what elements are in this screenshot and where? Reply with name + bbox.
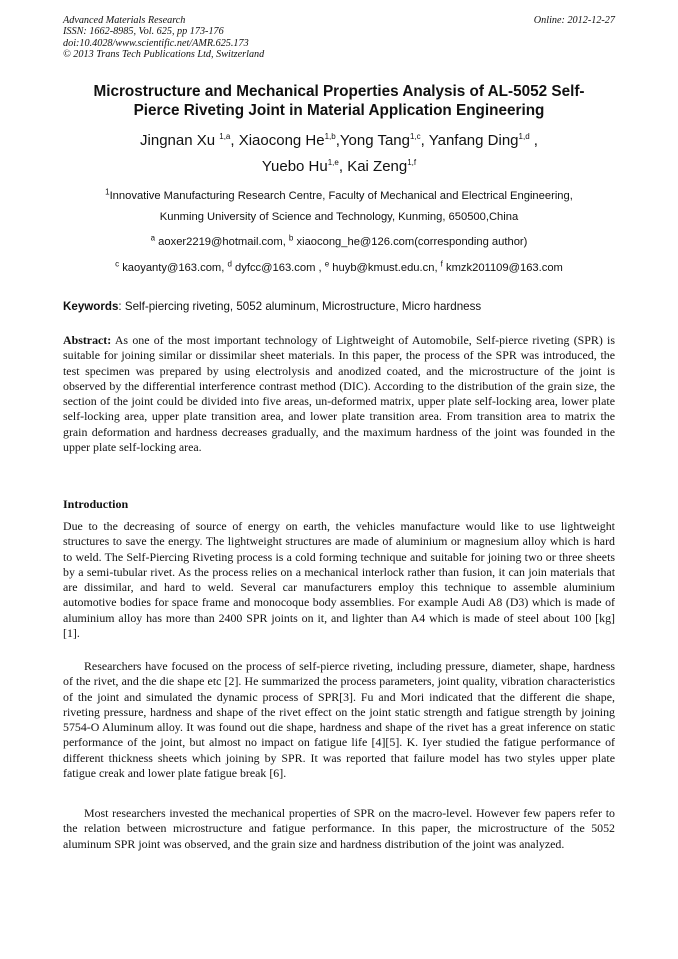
author-name: ,Yong Tang [335,132,410,149]
doi-line[interactable]: doi:10.4028/www.scientific.net/AMR.625.173 [63,37,249,49]
email-line-1 [63,235,615,249]
author-name: , Kai Zeng [338,158,408,175]
email-link[interactable]: kmzk201109@163.com [442,262,563,274]
email-sup: a [150,233,156,243]
keywords-text: : Self-piercing riveting, 5052 aluminum, Microstructure, Micro hardness [118,300,482,313]
author-list [63,128,615,180]
email-sup: d [227,259,232,269]
affiliation-line-2: Kunming University of Science and Technology, Kunming, 650500,China [159,211,519,223]
email-sup: c [115,259,120,269]
affiliation [63,186,615,228]
author-line-2 [63,154,615,180]
keywords [63,300,615,314]
author-name: Jingnan Xu [140,132,220,149]
author-sup: 1,d [518,132,530,141]
paper-title [63,82,615,120]
email-link[interactable]: xiaocong_he@126.com(corresponding author) [293,236,528,248]
journal-name: Advanced Materials Research [63,15,186,26]
affiliation-line-1 [63,186,615,207]
email-link[interactable]: huyb@kmust.edu.cn, [329,262,441,274]
author-name: Yuebo Hu [261,158,328,175]
author-separator: , [529,132,538,149]
abstract-text: As one of the most important technology of Lightweight of Automobile, Self-pierce riveting (SPR) is suitable for joining similar or dissimilar sheet materials. In this paper, the process of the SPR was introduced, the test specimen was prepared by using electrolysis and anodized coated, and the microstructure of the joint is observed by the differential interference contrast method (DIC). According to the distribution of the grain size, the section of the joint could be divided into five areas, un-deformed matrix, upper plate self-locking area, lower plate self-locking area, upper plate transition area, and lower plate transition area. From transition area to matrix the grain deformation and hardness decreases gradually, and the maximum hardness of the joint was founded in the upper plate self-locking area. [63,333,615,455]
author-line-1 [63,128,615,154]
journal-header [63,15,615,61]
author-name: , Yanfang Ding [420,132,519,149]
author-name: , Xiaocong He [230,132,325,149]
affiliation-text: Innovative Manufacturing Research Centre, Faculty of Mechanical and Electrical Engineering, [109,190,573,202]
introduction-paragraph-1: Due to the decreasing of source of energy on earth, the vehicles manufacture would like to use lightweight structures to save the energy. The lightweight structures are made of aluminium or magnesium alloy which is hard to weld. The Self-Piercing Riveting process is a cold forming technique and suitable for joining two or three sheets by a semi-tubular rivet. As the process relies on a mechanical interlock rather than fusion, it can join materials that are dissimilar, and hard to weld. Several car manufacturers employ this technique to assemble aluminium automotive bodies for space frame and monocoque body assemblies. For example Audi A8 (D3) which is made of aluminium alloy has more than 2400 SPR joints on it, and lighter than A4 which is made of steel about 100 [kg] [1]. [63,519,615,641]
author-sup: 1,f [407,158,417,167]
email-sup: b [288,233,294,243]
introduction-paragraph-2: Researchers have focused on the process of self-pierce riveting, including pressure, diameter, shape, hardness of the rivet, and the die shape etc [2]. He summarized the process parameters, joint quality, vibration characteristics of the joint and simulated the dynamic process of SPR[3]. Fu and Mori indicated that the different die shape, riveting pressure, hardness and shape of the rivet effect on the joint static strength and fatigue strength by joining 5754-O Aluminum alloy. It was found out die shape, hardness and shape of the rivet has a great inference on static performance of the joint, but almost no impact on fatigue life [4][5]. K. Iyer studied the fatigue performance of different thickness sheets which joining by SPR. It was reported that failure model has two styles upper plate fatigue creak and lower plate fatigue break [6]. [63,659,615,781]
author-sup: 1,b [324,132,336,141]
email-line-2 [63,261,615,275]
introduction-paragraph-3: Most researchers invested the mechanical properties of SPR on the macro-level. However few papers refer to the relation between microstructure and fatigue performance. In this paper, the microstructure of the 5052 aluminum SPR joint was observed, and the grain size and hardness distribution of the joint was analyzed. [63,806,615,851]
author-sup: 1,c [409,132,421,141]
abstract-label: Abstract: [63,333,112,347]
copyright-line: © 2013 Trans Tech Publications Ltd, Switzerland [63,49,265,61]
email-sup: e [324,259,330,269]
issn-line: ISSN: 1662-8985, Vol. 625, pp 173-176 [63,26,224,38]
keywords-label: Keywords [63,300,119,313]
abstract [63,333,615,455]
introduction-heading: Introduction [63,497,129,511]
email-link[interactable]: aoxer2219@hotmail.com, [155,236,289,248]
email-sup: f [440,259,443,269]
email-link[interactable]: dyfcc@163.com , [231,262,325,274]
title-line-1: Microstructure and Mechanical Properties Analysis of AL-5052 Self- [93,83,585,100]
email-link[interactable]: kaoyanty@163.com, [119,262,228,274]
title-line-2: Pierce Riveting Joint in Material Application Engineering [133,102,545,119]
author-sup: 1,e [327,158,339,167]
affiliation-sup: 1 [105,187,110,197]
author-sup: 1,a [219,132,231,141]
online-date: Online: 2012-12-27 [533,15,615,26]
